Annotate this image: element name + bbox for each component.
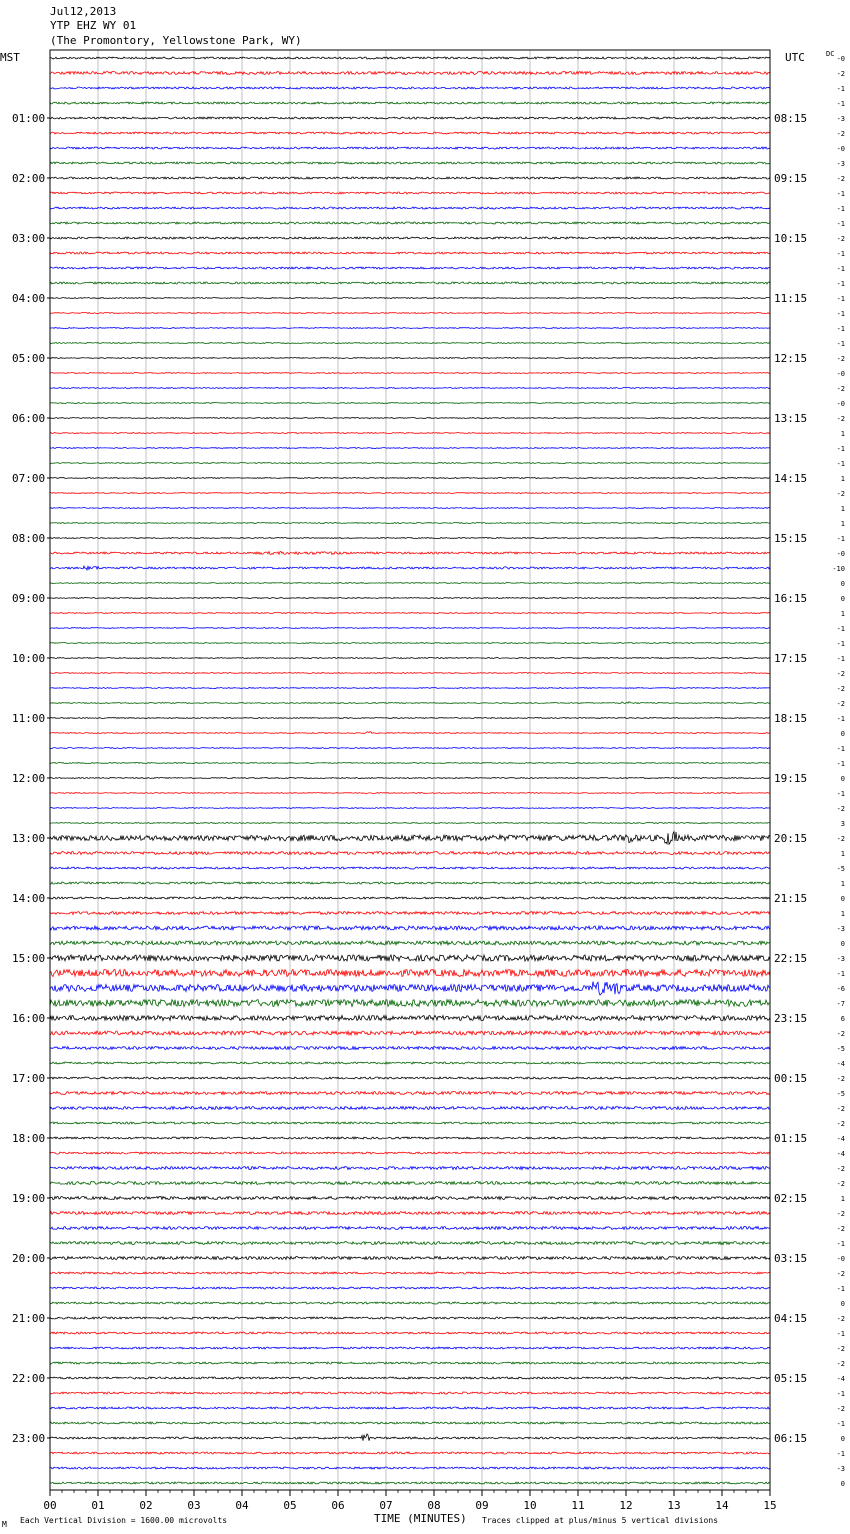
dc-offset-value: 3 xyxy=(840,820,845,828)
dc-offset-value: -2 xyxy=(836,235,845,243)
dc-offset-value: -2 xyxy=(836,1120,845,1128)
seismic-trace xyxy=(50,1092,770,1095)
seismic-trace xyxy=(50,1047,770,1050)
seismic-trace xyxy=(50,1257,770,1260)
dc-offset-value: -1 xyxy=(836,205,845,213)
dc-offset-value: 1 xyxy=(840,475,845,483)
left-timezone-label: MST xyxy=(0,51,20,64)
x-tick-label: 08 xyxy=(427,1499,441,1512)
seismic-trace xyxy=(50,673,770,674)
seismic-trace xyxy=(50,1242,770,1245)
mst-hour-label: 13:00 xyxy=(12,832,46,845)
dc-offset-value: 0 xyxy=(840,730,845,738)
dc-offset-value: -1 xyxy=(836,190,845,198)
dc-offset-value: -3 xyxy=(836,925,845,933)
dc-offset-value: -2 xyxy=(836,1345,845,1353)
seismic-trace xyxy=(50,1197,770,1200)
trace-group xyxy=(50,57,770,1484)
dc-offset-value: 0 xyxy=(840,1300,845,1308)
utc-hour-label: 18:15 xyxy=(774,712,808,725)
seismic-trace xyxy=(50,926,770,930)
seismic-trace xyxy=(50,448,770,449)
seismic-trace xyxy=(50,1227,770,1230)
seismic-trace xyxy=(50,912,770,915)
dc-offset-value: 0 xyxy=(840,1435,845,1443)
seismic-trace xyxy=(50,207,770,209)
dc-offset-value: -4 xyxy=(836,1150,845,1158)
dc-offset-value: -1 xyxy=(836,640,845,648)
header-station: YTP EHZ WY 01 xyxy=(50,19,137,32)
utc-hour-label: 02:15 xyxy=(774,1192,808,1205)
dc-offset-value: -3 xyxy=(836,1465,845,1473)
x-tick-label: 00 xyxy=(43,1499,57,1512)
dc-offset-value: -2 xyxy=(836,670,845,678)
dc-offset-value: -1 xyxy=(836,745,845,753)
seismic-trace xyxy=(50,867,770,869)
utc-hour-label: 11:15 xyxy=(774,292,808,305)
seismic-trace xyxy=(50,643,770,644)
dc-offset-value: -7 xyxy=(836,1000,845,1008)
dc-offset-value: 1 xyxy=(840,520,845,528)
utc-hour-label: 14:15 xyxy=(774,472,808,485)
header-date: Jul12,2013 xyxy=(50,5,117,18)
seismic-trace xyxy=(50,778,770,779)
seismic-trace xyxy=(50,1287,770,1289)
utc-hour-label: 20:15 xyxy=(774,832,808,845)
x-axis-title: TIME (MINUTES) xyxy=(374,1512,467,1525)
seismic-trace xyxy=(50,162,770,164)
seismic-trace xyxy=(50,583,770,584)
dc-offset-value: 1 xyxy=(840,430,845,438)
seismic-trace xyxy=(50,793,770,794)
seismic-trace xyxy=(50,748,770,749)
seismic-trace xyxy=(50,1272,770,1274)
dc-offset-value: -2 xyxy=(836,1030,845,1038)
seismic-trace xyxy=(50,1182,770,1185)
dc-offset-value: -3 xyxy=(836,955,845,963)
mst-hour-label: 12:00 xyxy=(12,772,46,785)
dc-offset-value: 1 xyxy=(840,505,845,513)
utc-hour-label: 10:15 xyxy=(774,232,808,245)
dc-offset-value: -0 xyxy=(836,55,845,63)
dc-offset-value: -3 xyxy=(836,160,845,168)
seismic-trace xyxy=(50,955,770,961)
footer-corner-mark: M xyxy=(2,1520,7,1529)
dc-offset-value: -1 xyxy=(836,1390,845,1398)
seismic-trace xyxy=(50,373,770,374)
dc-offset-value: 0 xyxy=(840,895,845,903)
mst-hour-label: 16:00 xyxy=(12,1012,46,1025)
seismic-trace xyxy=(50,222,770,224)
seismic-trace xyxy=(50,852,770,855)
utc-hour-label: 21:15 xyxy=(774,892,808,905)
seismic-trace xyxy=(50,552,770,555)
dc-offset-value: -2 xyxy=(836,1270,845,1278)
dc-offset-value: -5 xyxy=(836,1090,845,1098)
utc-hour-label: 19:15 xyxy=(774,772,808,785)
seismic-trace xyxy=(50,1434,770,1441)
x-tick-label: 01 xyxy=(91,1499,105,1512)
utc-hour-label: 17:15 xyxy=(774,652,808,665)
utc-hour-label: 01:15 xyxy=(774,1132,808,1145)
dc-offset-value: -1 xyxy=(836,100,845,108)
seismic-trace xyxy=(50,566,770,570)
dc-offset-value: -1 xyxy=(836,280,845,288)
dc-offset-value: -1 xyxy=(836,325,845,333)
seismic-trace xyxy=(50,732,770,734)
mst-hour-label: 05:00 xyxy=(12,352,46,365)
seismic-trace xyxy=(50,523,770,524)
seismic-trace xyxy=(50,1077,770,1079)
dc-offset-value: -2 xyxy=(836,415,845,423)
dc-offset-value: -2 xyxy=(836,355,845,363)
utc-hour-label: 08:15 xyxy=(774,112,808,125)
dc-offset-value: -2 xyxy=(836,1315,845,1323)
dc-offset-value: -2 xyxy=(836,1105,845,1113)
seismic-trace xyxy=(50,57,770,59)
dc-offset-value: -1 xyxy=(836,85,845,93)
mst-hour-label: 17:00 xyxy=(12,1072,46,1085)
dc-offset-value: -0 xyxy=(836,400,845,408)
utc-hour-label: 15:15 xyxy=(774,532,808,545)
utc-hour-label: 03:15 xyxy=(774,1252,808,1265)
mst-hour-label: 10:00 xyxy=(12,652,46,665)
seismic-trace xyxy=(50,87,770,89)
seismic-trace xyxy=(50,433,770,434)
mst-hour-label: 08:00 xyxy=(12,532,46,545)
dc-offset-value: -10 xyxy=(832,565,845,573)
seismic-trace xyxy=(50,763,770,764)
seismic-trace xyxy=(50,882,770,884)
dc-offset-value: -2 xyxy=(836,1075,845,1083)
dc-offset-value: 0 xyxy=(840,595,845,603)
dc-offset-value: -1 xyxy=(836,1420,845,1428)
dc-offset-value: 0 xyxy=(840,1480,845,1488)
seismic-trace xyxy=(50,102,770,104)
seismic-trace xyxy=(50,72,770,75)
dc-offset-value: -0 xyxy=(836,550,845,558)
dc-offset-value: 0 xyxy=(840,775,845,783)
seismic-trace xyxy=(50,1407,770,1409)
seismic-trace xyxy=(50,1122,770,1124)
utc-hour-label: 09:15 xyxy=(774,172,808,185)
dc-offset-value: -2 xyxy=(836,835,845,843)
mst-hour-label: 03:00 xyxy=(12,232,46,245)
mst-hour-label: 09:00 xyxy=(12,592,46,605)
seismic-trace xyxy=(50,688,770,689)
dc-offset-value: -0 xyxy=(836,370,845,378)
mst-hour-label: 15:00 xyxy=(12,952,46,965)
seismic-trace xyxy=(50,358,770,359)
mst-hour-label: 22:00 xyxy=(12,1372,46,1385)
seismic-trace xyxy=(50,1000,770,1007)
dc-offset-value: -4 xyxy=(836,1060,845,1068)
seismic-trace xyxy=(50,832,770,845)
x-tick-label: 06 xyxy=(331,1499,345,1512)
right-timezone-label: UTC xyxy=(785,51,805,64)
utc-hour-label: 00:15 xyxy=(774,1072,808,1085)
seismic-trace xyxy=(50,1422,770,1424)
dc-offset-value: -1 xyxy=(836,460,845,468)
seismic-trace xyxy=(50,298,770,299)
mst-hour-label: 23:00 xyxy=(12,1432,46,1445)
dc-offset-value: -0 xyxy=(836,1255,845,1263)
dc-offset-value: -2 xyxy=(836,685,845,693)
dc-offset-value: 6 xyxy=(840,1015,845,1023)
dc-offset-value: -1 xyxy=(836,220,845,228)
x-tick-label: 11 xyxy=(571,1499,585,1512)
dc-offset-value: -1 xyxy=(836,310,845,318)
mst-hour-label: 20:00 xyxy=(12,1252,46,1265)
seismic-trace xyxy=(50,1377,770,1379)
seismic-trace xyxy=(50,1031,770,1035)
seismic-trace xyxy=(50,463,770,464)
seismic-trace xyxy=(50,1062,770,1064)
seismic-trace xyxy=(50,493,770,494)
seismic-trace xyxy=(50,1167,770,1170)
seismic-trace xyxy=(50,282,770,284)
seismic-trace xyxy=(50,132,770,134)
dc-offset-value: -2 xyxy=(836,385,845,393)
dc-offset-value: -1 xyxy=(836,1450,845,1458)
utc-hour-label: 13:15 xyxy=(774,412,808,425)
seismic-trace xyxy=(50,941,770,945)
seismic-trace xyxy=(50,147,770,149)
dc-offset-value: -2 xyxy=(836,700,845,708)
utc-hour-label: 23:15 xyxy=(774,1012,808,1025)
dc-offset-value: -2 xyxy=(836,175,845,183)
x-tick-label: 07 xyxy=(379,1499,393,1512)
seismic-trace xyxy=(50,702,770,704)
dc-offset-value: 1 xyxy=(840,850,845,858)
seismic-trace xyxy=(50,1212,770,1215)
x-tick-label: 09 xyxy=(475,1499,489,1512)
seismic-trace xyxy=(50,117,770,119)
mst-hour-label: 18:00 xyxy=(12,1132,46,1145)
dc-offset-value: -2 xyxy=(836,70,845,78)
dc-offset-value: -6 xyxy=(836,985,845,993)
x-tick-label: 14 xyxy=(715,1499,729,1512)
seismic-trace xyxy=(50,598,770,599)
seismic-trace xyxy=(50,1302,770,1304)
x-tick-label: 05 xyxy=(283,1499,297,1512)
dc-offset-value: -2 xyxy=(836,1210,845,1218)
mst-hour-label: 04:00 xyxy=(12,292,46,305)
seismic-trace xyxy=(50,328,770,329)
dc-offset-value: -2 xyxy=(836,130,845,138)
seismic-trace xyxy=(50,192,770,194)
dc-offset-value: 1 xyxy=(840,610,845,618)
seismic-trace xyxy=(50,1347,770,1349)
x-axis xyxy=(43,1490,776,1512)
dc-offset-value: -3 xyxy=(836,115,845,123)
dc-offset-value: -1 xyxy=(836,340,845,348)
seismic-trace xyxy=(50,1152,770,1154)
seismic-trace xyxy=(50,252,770,254)
utc-hour-label: 05:15 xyxy=(774,1372,808,1385)
x-tick-label: 12 xyxy=(619,1499,633,1512)
mst-hour-label: 01:00 xyxy=(12,112,46,125)
mst-hour-label: 06:00 xyxy=(12,412,46,425)
seismic-trace xyxy=(50,538,770,539)
seismic-trace xyxy=(50,267,770,269)
seismic-trace xyxy=(50,628,770,629)
seismic-trace xyxy=(50,808,770,809)
seismic-trace xyxy=(50,897,770,899)
dc-offset-value: 0 xyxy=(840,580,845,588)
seismic-trace xyxy=(50,508,770,509)
dc-offset-value: -5 xyxy=(836,1045,845,1053)
dc-offset-value: -1 xyxy=(836,265,845,273)
dc-offset-value: -1 xyxy=(836,1285,845,1293)
dc-offset-value: -0 xyxy=(836,145,845,153)
utc-hour-label: 22:15 xyxy=(774,952,808,965)
utc-hour-label: 16:15 xyxy=(774,592,808,605)
seismic-trace xyxy=(50,982,770,995)
dc-offset-value: -4 xyxy=(836,1375,845,1383)
seismic-trace xyxy=(50,1392,770,1394)
seismic-trace xyxy=(50,388,770,389)
dc-offset-value: -2 xyxy=(836,1180,845,1188)
x-tick-label: 13 xyxy=(667,1499,681,1512)
seismic-trace xyxy=(50,1107,770,1110)
mst-hour-label: 07:00 xyxy=(12,472,46,485)
mst-hour-label: 02:00 xyxy=(12,172,46,185)
dc-offset-value: -1 xyxy=(836,970,845,978)
seismic-trace xyxy=(50,1467,770,1469)
dc-offset-value: -1 xyxy=(836,790,845,798)
x-tick-label: 15 xyxy=(763,1499,777,1512)
dc-offset-value: -2 xyxy=(836,1165,845,1173)
seismic-trace xyxy=(50,313,770,314)
seismic-trace xyxy=(50,718,770,719)
dc-offset-value: -1 xyxy=(836,535,845,543)
dc-offset-value: -5 xyxy=(836,865,845,873)
dc-offset-value: 1 xyxy=(840,1195,845,1203)
utc-hour-label: 04:15 xyxy=(774,1312,808,1325)
x-tick-label: 02 xyxy=(139,1499,153,1512)
x-tick-label: 04 xyxy=(235,1499,249,1512)
dc-offset-column xyxy=(832,55,845,1488)
dc-offset-value: -2 xyxy=(836,1405,845,1413)
dc-offset-value: 1 xyxy=(840,880,845,888)
mst-hour-label: 11:00 xyxy=(12,712,46,725)
mst-hour-label: 21:00 xyxy=(12,1312,46,1325)
seismic-trace xyxy=(50,1482,770,1484)
dc-offset-value: -2 xyxy=(836,1360,845,1368)
dc-offset-value: 0 xyxy=(840,940,845,948)
header-location: (The Promontory, Yellowstone Park, WY) xyxy=(50,34,302,47)
x-tick-label: 10 xyxy=(523,1499,537,1512)
dc-offset-value: -1 xyxy=(836,715,845,723)
seismic-trace xyxy=(50,237,770,239)
seismic-trace xyxy=(50,1362,770,1364)
dc-offset-value: -1 xyxy=(836,625,845,633)
utc-hour-label: 06:15 xyxy=(774,1432,808,1445)
seismic-trace xyxy=(50,1317,770,1319)
utc-hour-label: 12:15 xyxy=(774,352,808,365)
seismic-trace xyxy=(50,177,770,179)
dc-offset-value: 1 xyxy=(840,910,845,918)
dc-offset-value: -2 xyxy=(836,805,845,813)
dc-offset-value: -2 xyxy=(836,490,845,498)
seismic-trace xyxy=(50,1452,770,1454)
dc-offset-value: -1 xyxy=(836,295,845,303)
seismic-trace xyxy=(50,823,770,824)
mst-hour-label: 19:00 xyxy=(12,1192,46,1205)
dc-offset-value: -4 xyxy=(836,1135,845,1143)
dc-offset-value: -1 xyxy=(836,1240,845,1248)
dc-offset-value: -1 xyxy=(836,760,845,768)
seismic-trace xyxy=(50,613,770,614)
dc-offset-value: -1 xyxy=(836,655,845,663)
footer-clip: Traces clipped at plus/minus 5 vertical divisions xyxy=(482,1516,719,1525)
dc-offset-value: -1 xyxy=(836,1330,845,1338)
seismic-trace xyxy=(50,418,770,419)
seismic-trace xyxy=(50,658,770,659)
seismic-trace xyxy=(50,343,770,344)
seismic-trace xyxy=(50,1332,770,1334)
dc-header-label: DC xyxy=(826,50,835,58)
seismic-trace xyxy=(50,1016,770,1021)
seismic-trace xyxy=(50,403,770,404)
mst-hour-label: 14:00 xyxy=(12,892,46,905)
x-tick-label: 03 xyxy=(187,1499,201,1512)
footer-scale: Each Vertical Division = 1600.00 microvolts xyxy=(20,1516,228,1525)
dc-offset-value: -2 xyxy=(836,1225,845,1233)
dc-offset-value: -1 xyxy=(836,250,845,258)
dc-offset-value: -1 xyxy=(836,445,845,453)
seismic-trace xyxy=(50,478,770,479)
seismic-trace xyxy=(50,970,770,977)
seismic-trace xyxy=(50,1137,770,1139)
